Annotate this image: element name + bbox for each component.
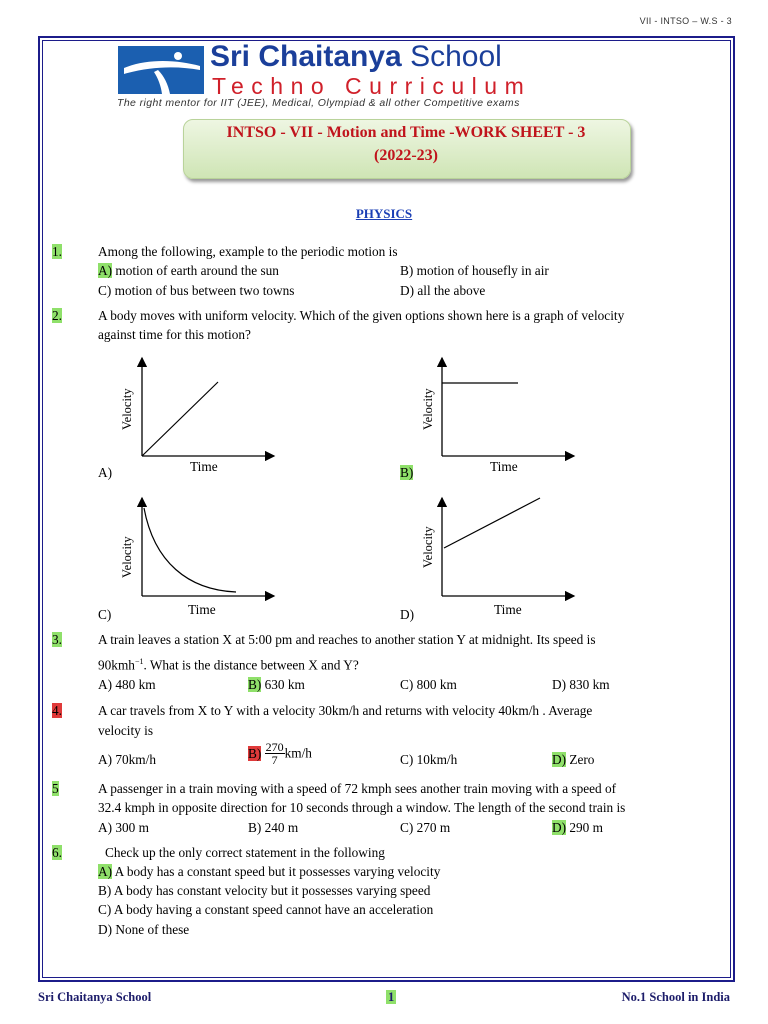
option-a: A)	[98, 465, 113, 480]
worksheet-year: (2022-23)	[374, 147, 438, 164]
graph-d-linear-offset	[428, 492, 578, 604]
x-axis-label: Time	[190, 459, 218, 474]
question-number: 3.	[52, 632, 62, 647]
y-axis-label: Velocity	[120, 536, 134, 578]
y-axis-label: Velocity	[421, 388, 435, 430]
question-text: A passenger in a train moving with a speed of 72 kmph sees another train moving with a speed of	[98, 781, 617, 796]
question-number: 1.	[52, 244, 62, 259]
question-number: 2.	[52, 308, 62, 323]
question-text: Among the following, example to the periodic motion is	[98, 244, 398, 259]
option-b: B) 240 m	[248, 820, 299, 835]
option-d: D) all the above	[400, 283, 486, 298]
graph-a-linear	[128, 352, 278, 464]
option-d: D) None of these	[98, 922, 190, 937]
option-b: B) $\frac{270}{7}$ km/h	[248, 740, 312, 767]
option-b: B) A body has constant velocity but it possesses varying speed	[98, 883, 431, 898]
graph-b-constant	[428, 352, 578, 464]
option-a: A) A body has a constant speed but it possesses varying velocity	[98, 864, 441, 879]
option-b: B) motion of housefly in air	[400, 263, 549, 278]
footer-slogan: No.1 School in India	[621, 990, 730, 1004]
option-b: B) 630 km	[248, 677, 305, 692]
option-c: C) 800 km	[400, 677, 457, 692]
question-text: Check up the only correct statement in the following	[105, 845, 385, 860]
option-a: A) 300 m	[98, 820, 149, 835]
x-axis-label: Time	[490, 459, 518, 474]
question-text: velocity is	[98, 723, 154, 738]
option-c: C) motion of bus between two towns	[98, 283, 295, 298]
option-a: A) motion of earth around the sun	[98, 263, 279, 278]
section-heading: PHYSICS	[355, 206, 413, 221]
brand-name-bold: Sri Chaitanya	[210, 40, 402, 73]
question-text: A train leaves a station X at 5:00 pm and reaches to another station Y at midnight. Its speed is	[98, 632, 596, 647]
x-axis-label: Time	[188, 602, 216, 617]
brand-tagline: The right mentor for IIT (JEE), Medical, Olympiad & all other Competitive exams	[117, 97, 520, 109]
option-a: A) 70km/h	[98, 752, 156, 767]
footer-school: Sri Chaitanya School	[38, 990, 152, 1004]
option-a: A) 480 km	[98, 677, 156, 692]
question-text: 32.4 kmph in opposite direction for 10 seconds through a window. The length of the second train is	[98, 800, 626, 815]
fraction: $\frac{270}{7}$	[265, 740, 284, 767]
option-c: C) 10km/h	[400, 752, 458, 767]
y-axis-label: Velocity	[421, 526, 435, 568]
question-text: A body moves with uniform velocity. Which of the given options shown here is a graph of velocity	[98, 308, 625, 323]
option-d: D) Zero	[552, 752, 595, 767]
page-number: 1	[388, 990, 395, 1004]
option-c: C)	[98, 607, 112, 622]
option-c: C) A body having a constant speed cannot have an acceleration	[98, 902, 434, 917]
option-d: D)	[400, 607, 415, 622]
brand-curriculum: Techno Curriculum	[212, 73, 532, 99]
question-text: 90kmh$^{-1}$. What is the distance between X and Y?	[98, 657, 359, 673]
school-logo-icon	[118, 46, 204, 94]
worksheet-title: INTSO - VII - Motion and Time -WORK SHEET - 3	[226, 124, 586, 141]
header-reference: VII - INTSO – W.S - 3	[639, 16, 732, 26]
question-number: 4.	[52, 703, 62, 718]
question-text: against time for this motion?	[98, 327, 251, 342]
option-d: D) 830 km	[552, 677, 610, 692]
question-number: 5	[52, 781, 59, 796]
y-axis-label: Velocity	[120, 388, 134, 430]
graph-c-decreasing	[128, 492, 278, 604]
x-axis-label: Time	[494, 602, 522, 617]
option-d: D) 290 m	[552, 820, 603, 835]
brand-name	[210, 40, 502, 74]
option-c: C) 270 m	[400, 820, 451, 835]
question-text: A car travels from X to Y with a velocity 30km/h and returns with velocity 40km/h . Average	[98, 703, 593, 718]
option-b: B)	[400, 465, 414, 480]
question-number: 6.	[52, 845, 62, 860]
brand-name-school: School	[410, 40, 502, 73]
